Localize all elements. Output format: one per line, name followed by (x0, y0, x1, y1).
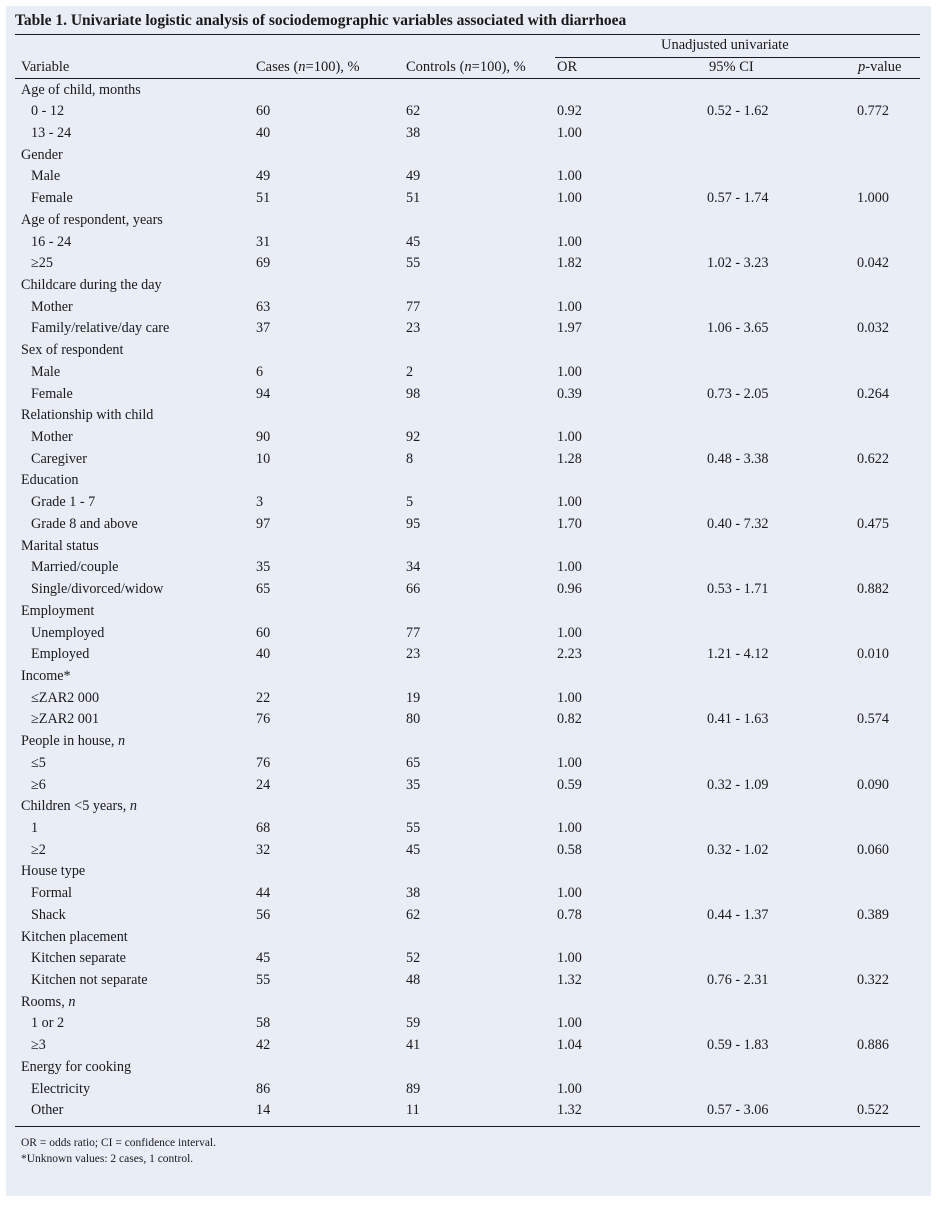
group-row (21, 1057, 921, 1079)
controls-cell: 38 (406, 124, 421, 141)
or-cell: 1.00 (557, 298, 582, 315)
row-label: Male (31, 168, 61, 185)
or-cell: 1.00 (557, 689, 582, 706)
row-label: ≥3 (31, 1037, 46, 1054)
col-header-pvalue: p-value (858, 59, 902, 75)
group-label: Marital status (21, 537, 99, 554)
ci-cell: 0.73 - 2.05 (707, 385, 769, 402)
or-cell: 0.39 (557, 385, 582, 402)
or-cell: 1.28 (557, 450, 582, 467)
controls-cell: 5 (406, 494, 414, 511)
or-cell: 1.00 (557, 624, 582, 641)
or-cell: 1.00 (557, 429, 582, 446)
controls-cell: 2 (406, 363, 414, 380)
cases-cell: 44 (256, 885, 271, 902)
cases-cell: 58 (256, 1015, 271, 1032)
or-cell: 1.00 (557, 885, 582, 902)
group-row (21, 601, 921, 623)
group-row (21, 275, 921, 297)
group-label: Children <5 years, n (21, 798, 137, 815)
table-row (21, 166, 921, 188)
table-row (21, 1079, 921, 1101)
ci-cell: 0.53 - 1.71 (707, 581, 769, 598)
or-cell: 1.97 (557, 320, 582, 337)
col-header-cases: Cases (n=100), % (256, 59, 360, 75)
or-cell: 1.00 (557, 168, 582, 185)
row-label: Female (31, 385, 73, 402)
cases-cell: 31 (256, 233, 271, 250)
group-label: Employment (21, 602, 95, 619)
cases-cell: 3 (256, 494, 264, 511)
ci-cell: 0.32 - 1.02 (707, 841, 769, 858)
cases-cell: 37 (256, 320, 271, 337)
controls-cell: 35 (406, 776, 421, 793)
pvalue-cell: 0.042 (857, 255, 889, 272)
group-label: Age of child, months (21, 81, 141, 98)
or-cell: 0.78 (557, 906, 582, 923)
group-label: Childcare during the day (21, 276, 162, 293)
cases-cell: 94 (256, 385, 271, 402)
controls-cell: 41 (406, 1037, 421, 1054)
group-label: People in house, n (21, 733, 126, 750)
row-label: 1 (31, 819, 39, 836)
group-row (21, 927, 921, 949)
cases-cell: 60 (256, 103, 271, 120)
or-cell: 1.00 (557, 494, 582, 511)
controls-cell: 48 (406, 972, 421, 989)
pvalue-cell: 0.886 (857, 1037, 889, 1054)
row-label: Male (31, 363, 61, 380)
controls-cell: 38 (406, 885, 421, 902)
controls-cell: 23 (406, 646, 421, 663)
controls-cell: 55 (406, 255, 421, 272)
ci-cell: 0.32 - 1.09 (707, 776, 769, 793)
cases-cell: 49 (256, 168, 271, 185)
table-row (21, 297, 921, 319)
pvalue-cell: 0.032 (857, 320, 889, 337)
pvalue-cell: 0.882 (857, 581, 889, 598)
table-row (21, 101, 921, 123)
cases-cell: 55 (256, 972, 271, 989)
pvalue-cell: 0.522 (857, 1102, 889, 1119)
row-label: Formal (31, 885, 72, 902)
group-row (21, 210, 921, 232)
controls-cell: 92 (406, 429, 421, 446)
row-label: ≥ZAR2 001 (31, 711, 100, 728)
row-label: Unemployed (31, 624, 105, 641)
table-row (21, 1100, 921, 1122)
or-cell: 0.96 (557, 581, 582, 598)
ci-cell: 1.21 - 4.12 (707, 646, 769, 663)
group-label: Income* (21, 667, 71, 684)
group-row (21, 666, 921, 688)
cases-cell: 10 (256, 450, 271, 467)
controls-cell: 49 (406, 168, 421, 185)
group-label: Sex of respondent (21, 342, 124, 359)
controls-cell: 19 (406, 689, 421, 706)
or-cell: 1.00 (557, 559, 582, 576)
or-cell: 1.00 (557, 1080, 582, 1097)
controls-cell: 62 (406, 906, 421, 923)
or-cell: 0.92 (557, 103, 582, 120)
or-cell: 0.58 (557, 841, 582, 858)
cases-cell: 6 (256, 363, 264, 380)
table-row (21, 232, 921, 254)
controls-cell: 51 (406, 190, 421, 207)
row-label: Other (31, 1102, 64, 1119)
table-row (21, 1035, 921, 1057)
row-label: ≥6 (31, 776, 46, 793)
table-row (21, 905, 921, 927)
group-row (21, 796, 921, 818)
group-row (21, 861, 921, 883)
pvalue-cell: 0.060 (857, 841, 889, 858)
table-row (21, 318, 921, 340)
table-row (21, 948, 921, 970)
col-header-variable: Variable (21, 59, 70, 75)
table-row (21, 623, 921, 645)
row-label: Single/divorced/widow (31, 581, 164, 598)
controls-cell: 77 (406, 624, 421, 641)
footnote-abbreviations: OR = odds ratio; CI = confidence interval. (21, 1137, 217, 1149)
controls-cell: 66 (406, 581, 421, 598)
controls-cell: 89 (406, 1080, 421, 1097)
controls-cell: 45 (406, 233, 421, 250)
row-label: Employed (31, 646, 90, 663)
table-row (21, 688, 921, 710)
or-cell: 1.00 (557, 233, 582, 250)
or-cell: 0.59 (557, 776, 582, 793)
row-label: Female (31, 190, 73, 207)
controls-cell: 95 (406, 515, 421, 532)
group-row (21, 80, 921, 102)
table-row (21, 644, 921, 666)
or-cell: 1.00 (557, 819, 582, 836)
row-label: Kitchen not separate (31, 972, 148, 989)
or-cell: 1.70 (557, 515, 582, 532)
row-label: ≤5 (31, 754, 46, 771)
cases-cell: 35 (256, 559, 271, 576)
table-row (21, 362, 921, 384)
cases-cell: 45 (256, 950, 271, 967)
controls-cell: 62 (406, 103, 421, 120)
controls-cell: 45 (406, 841, 421, 858)
cases-cell: 63 (256, 298, 271, 315)
group-row (21, 992, 921, 1014)
cases-cell: 42 (256, 1037, 271, 1054)
controls-cell: 80 (406, 711, 421, 728)
row-label: ≥25 (31, 255, 53, 272)
cases-cell: 60 (256, 624, 271, 641)
ci-cell: 0.59 - 1.83 (707, 1037, 769, 1054)
cases-cell: 90 (256, 429, 271, 446)
top-rule (15, 34, 920, 35)
table-row (21, 492, 921, 514)
group-header-rule (555, 57, 920, 58)
or-cell: 1.00 (557, 1015, 582, 1032)
ci-cell: 0.76 - 2.31 (707, 972, 769, 989)
group-row (21, 536, 921, 558)
table-row (21, 384, 921, 406)
pvalue-cell: 0.574 (857, 711, 889, 728)
cases-cell: 76 (256, 754, 271, 771)
table-row (21, 1013, 921, 1035)
table-row (21, 449, 921, 471)
group-label: Gender (21, 146, 63, 163)
table-row (21, 818, 921, 840)
cases-cell: 32 (256, 841, 271, 858)
or-cell: 1.00 (557, 124, 582, 141)
table-row (21, 557, 921, 579)
cases-cell: 68 (256, 819, 271, 836)
controls-cell: 52 (406, 950, 421, 967)
row-label: Married/couple (31, 559, 119, 576)
or-cell: 1.82 (557, 255, 582, 272)
pvalue-cell: 1.000 (857, 190, 889, 207)
row-label: Mother (31, 429, 73, 446)
row-label: 0 - 12 (31, 103, 65, 120)
cases-cell: 65 (256, 581, 271, 598)
group-label: Kitchen placement (21, 928, 128, 945)
group-label: Energy for cooking (21, 1058, 132, 1075)
group-label: House type (21, 863, 86, 880)
row-label: Shack (31, 906, 66, 923)
pvalue-cell: 0.264 (857, 385, 889, 402)
row-label: Kitchen separate (31, 950, 126, 967)
bottom-rule (15, 1126, 920, 1127)
table-row (21, 427, 921, 449)
row-label: Mother (31, 298, 73, 315)
ci-cell: 0.44 - 1.37 (707, 906, 769, 923)
table-row (21, 123, 921, 145)
col-header-ci: 95% CI (709, 59, 754, 75)
cases-cell: 86 (256, 1080, 271, 1097)
or-cell: 1.00 (557, 950, 582, 967)
or-cell: 1.00 (557, 363, 582, 380)
table-row (21, 970, 921, 992)
table-row (21, 579, 921, 601)
pvalue-cell: 0.090 (857, 776, 889, 793)
or-cell: 2.23 (557, 646, 582, 663)
table-title: Table 1. Univariate logistic analysis of sociodemographic variables associated with diarrhoea (15, 12, 627, 29)
group-row (21, 470, 921, 492)
group-row (21, 405, 921, 427)
table-row (21, 253, 921, 275)
group-label: Relationship with child (21, 407, 154, 424)
or-cell: 1.04 (557, 1037, 582, 1054)
pvalue-cell: 0.772 (857, 103, 889, 120)
table-row (21, 883, 921, 905)
ci-cell: 0.57 - 3.06 (707, 1102, 769, 1119)
ci-cell: 1.06 - 3.65 (707, 320, 769, 337)
controls-cell: 77 (406, 298, 421, 315)
controls-cell: 65 (406, 754, 421, 771)
pvalue-cell: 0.322 (857, 972, 889, 989)
pvalue-cell: 0.622 (857, 450, 889, 467)
table-row (21, 775, 921, 797)
group-row (21, 731, 921, 753)
row-label: 13 - 24 (31, 124, 72, 141)
pvalue-cell: 0.389 (857, 906, 889, 923)
cases-cell: 69 (256, 255, 271, 272)
row-label: ≥2 (31, 841, 46, 858)
ci-cell: 0.57 - 1.74 (707, 190, 769, 207)
group-header: Unadjusted univariate (661, 37, 789, 53)
cases-cell: 22 (256, 689, 271, 706)
pvalue-cell: 0.010 (857, 646, 889, 663)
ci-cell: 0.52 - 1.62 (707, 103, 769, 120)
or-cell: 1.32 (557, 972, 582, 989)
row-label: 16 - 24 (31, 233, 72, 250)
table-row (21, 753, 921, 775)
controls-cell: 34 (406, 559, 421, 576)
controls-cell: 11 (406, 1102, 420, 1119)
row-label: 1 or 2 (31, 1015, 65, 1032)
col-header-controls: Controls (n=100), % (406, 59, 526, 75)
controls-cell: 55 (406, 819, 421, 836)
row-label: Grade 1 - 7 (31, 494, 96, 511)
or-cell: 1.00 (557, 190, 582, 207)
group-row (21, 340, 921, 362)
cases-cell: 56 (256, 906, 271, 923)
group-label: Age of respondent, years (21, 211, 163, 228)
ci-cell: 0.40 - 7.32 (707, 515, 769, 532)
table-row (21, 514, 921, 536)
footnote-unknown-values: *Unknown values: 2 cases, 1 control. (21, 1153, 194, 1165)
controls-cell: 59 (406, 1015, 421, 1032)
row-label: Family/relative/day care (31, 320, 170, 337)
group-row (21, 145, 921, 167)
cases-cell: 40 (256, 646, 271, 663)
cases-cell: 97 (256, 515, 271, 532)
row-label: Grade 8 and above (31, 515, 138, 532)
controls-cell: 98 (406, 385, 421, 402)
cases-cell: 51 (256, 190, 271, 207)
pvalue-cell: 0.475 (857, 515, 889, 532)
cases-cell: 24 (256, 776, 271, 793)
row-label: Electricity (31, 1080, 91, 1097)
cases-cell: 14 (256, 1102, 271, 1119)
controls-cell: 23 (406, 320, 421, 337)
row-label: ≤ZAR2 000 (31, 689, 100, 706)
ci-cell: 1.02 - 3.23 (707, 255, 769, 272)
ci-cell: 0.48 - 3.38 (707, 450, 769, 467)
controls-cell: 8 (406, 450, 414, 467)
cases-cell: 40 (256, 124, 271, 141)
table-row (21, 709, 921, 731)
table-row (21, 188, 921, 210)
table-row (21, 840, 921, 862)
or-cell: 1.00 (557, 754, 582, 771)
or-cell: 1.32 (557, 1102, 582, 1119)
col-header-or: OR (557, 59, 578, 75)
cases-cell: 76 (256, 711, 271, 728)
ci-cell: 0.41 - 1.63 (707, 711, 769, 728)
or-cell: 0.82 (557, 711, 582, 728)
group-label: Rooms, n (21, 993, 76, 1010)
row-label: Caregiver (31, 450, 87, 467)
group-label: Education (21, 472, 79, 489)
